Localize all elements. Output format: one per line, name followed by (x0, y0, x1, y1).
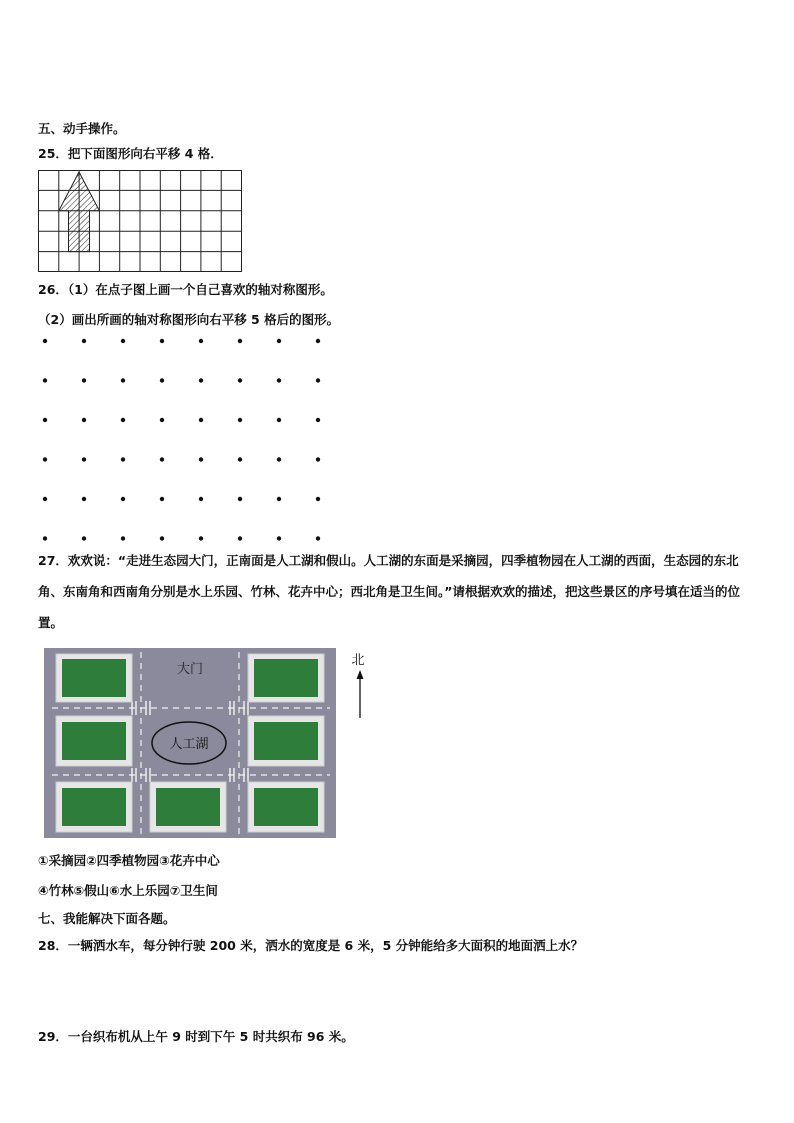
grid-dot (43, 536, 47, 540)
grid-dot (199, 339, 203, 343)
grid-dot (43, 339, 47, 343)
grid-dot (43, 378, 47, 382)
question-25: 25．把下面图形向右平移 4 格． (38, 146, 223, 161)
grid-dot (82, 457, 86, 461)
legend-line-1: ①采摘园②四季植物园③花卉中心 (38, 853, 220, 868)
section-heading-7: 七、我能解决下面各题。 (38, 911, 176, 926)
grid-dot (121, 339, 125, 343)
grid-dot (238, 378, 242, 382)
grid-dot (316, 497, 320, 501)
grid-dot (121, 536, 125, 540)
grid-dot (277, 418, 281, 422)
lake-label: 人工湖 (169, 737, 209, 752)
north-arrow-icon (357, 670, 364, 679)
grid-dot (316, 536, 320, 540)
grid-dot (43, 418, 47, 422)
question-26-part-1: 26．（1）在点子图上画一个自己喜欢的轴对称图形。 (38, 282, 333, 297)
grid-dot (238, 536, 242, 540)
grid-dot (238, 457, 242, 461)
block-west (56, 716, 132, 766)
grid-dot (43, 457, 47, 461)
grid-dot (199, 536, 203, 540)
gate-label: 大门 (176, 662, 204, 677)
grid-dot (121, 378, 125, 382)
grid-dot (238, 418, 242, 422)
grid-dot (121, 418, 125, 422)
north-indicator (346, 648, 376, 723)
grid-dot (277, 536, 281, 540)
grid-dot (43, 497, 47, 501)
grid-dot (199, 497, 203, 501)
grid-dot (82, 378, 86, 382)
translation-grid (38, 170, 244, 274)
grid-dot (160, 497, 164, 501)
grid-dot (160, 378, 164, 382)
block-east (248, 716, 324, 766)
grid-dot (277, 457, 281, 461)
grid-dot (316, 378, 320, 382)
grid-dot (199, 457, 203, 461)
grid-dot (316, 457, 320, 461)
grid-dot (238, 339, 242, 343)
grid-dot (199, 378, 203, 382)
north-label: 北 (351, 653, 365, 668)
grid-dot (121, 457, 125, 461)
grid-dot (82, 418, 86, 422)
grid-dot (121, 497, 125, 501)
question-26-part-2: （2）画出所画的轴对称图形向右平移 5 格后的图形。 (38, 312, 340, 327)
grid-dot (82, 536, 86, 540)
section-heading-5: 五、动手操作。 (38, 121, 126, 136)
block-south (150, 782, 226, 832)
grid-dot (160, 536, 164, 540)
grid-dot (199, 418, 203, 422)
grid-dot (277, 497, 281, 501)
legend-line-2: ④竹林⑤假山⑥水上乐园⑦卫生间 (38, 883, 218, 898)
block-northwest (56, 654, 132, 702)
grid-dot (160, 418, 164, 422)
grid-dot (277, 339, 281, 343)
question-28: 28．一辆洒水车，每分钟行驶 200 米，洒水的宽度是 6 米，5 分钟能给多大面积的地面洒上水？ (38, 938, 584, 953)
arrow-shape (59, 172, 100, 252)
eco-park-map (44, 648, 338, 840)
grid-dot (277, 378, 281, 382)
question-29: 29．一台织布机从上午 9 时到下午 5 时共织布 96 米。 (38, 1029, 354, 1044)
grid-dot (238, 497, 242, 501)
block-southwest (56, 782, 132, 832)
question-27: 27．欢欢说：“走进生态园大门，正南面是人工湖和假山。人工湖的东面是采摘园，四季植物园在人工湖的西面，生态园的东北角、东南角和西南角分别是水上乐园、竹林、花卉中心；西北角是卫生间。”请根据欢欢的描述，把这些景区的序号填在适当的位置。 (38, 553, 740, 630)
dot-paper (38, 330, 338, 546)
grid-dot (82, 339, 86, 343)
block-northeast (248, 654, 324, 702)
grid-dot (316, 339, 320, 343)
grid-dot (316, 418, 320, 422)
grid-dot (160, 457, 164, 461)
grid-dot (82, 497, 86, 501)
grid-dot (160, 339, 164, 343)
block-southeast (248, 782, 324, 832)
